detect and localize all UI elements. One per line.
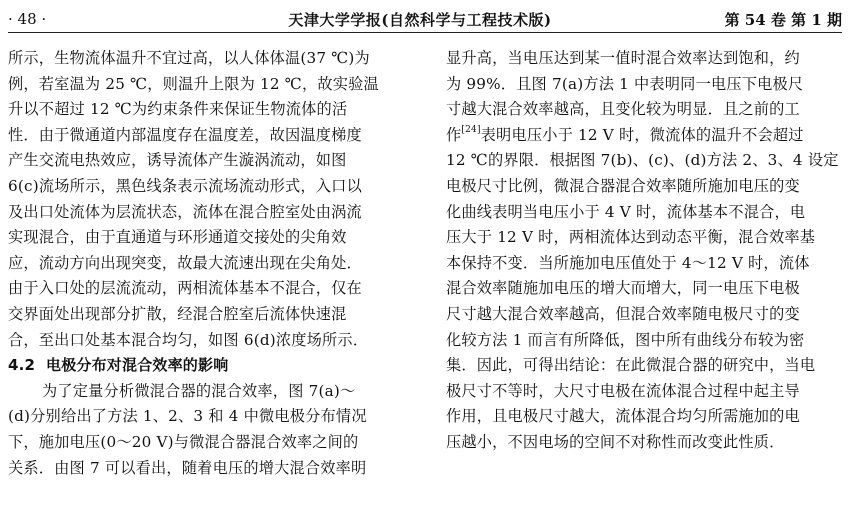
text-line: 显升高，当电压达到某一值时混合效率达到饱和，约: [446, 49, 800, 67]
text-line: 关系．由图 7 可以看出，随着电压的增大混合效率明: [8, 458, 367, 477]
left-column: [8, 46, 416, 481]
citation-line: [446, 123, 842, 149]
text-line: (d)分别给出了方法 1、2、3 和 4 中微电极分布情况: [8, 407, 367, 426]
reference-citation[interactable]: [24]: [461, 124, 481, 135]
text-line: 作用，且电极尺寸越大，流体混合均匀所需施加的电: [446, 407, 800, 426]
text-line: 性．由于微通道内部温度存在温度差，故因温度梯度: [8, 125, 362, 144]
text-line: 升以不超过 12 ℃为约束条件来保证生物流体的活: [8, 100, 348, 119]
text-line: 由于入口处的层流流动，两相流体基本不混合，仅在: [8, 279, 362, 298]
text-line: 应，流动方向出现突变，故最大流速出现在尖角处．: [8, 253, 362, 272]
page-header: [8, 6, 842, 33]
text-line: 交界面处出现部分扩散，经混合腔室后流体快速混: [8, 304, 347, 323]
text-line: 尺寸越大混合效率越高，但混合效率随电极尺寸的变: [446, 304, 800, 323]
text-line: 化较方法 1 而言有所降低，图中所有曲线分布较为密: [446, 330, 805, 349]
citation-rest: 表明电压小于 12 V 时，微流体的温升不会超过: [480, 125, 804, 144]
section-heading: [8, 353, 416, 379]
citation-prefix: 作: [446, 125, 462, 144]
text-line: 合，至出口处基本混合均匀，如图 6(d)浓度场所示．: [8, 330, 369, 349]
text-line: 本保持不变．当所施加电压值处于 4～12 V 时，流体: [446, 253, 810, 272]
text-line: 电极尺寸比例，微混合器混合效率随所施加电压的变: [446, 176, 800, 195]
journal-title: 天津大学学报(自然科学与工程技术版): [288, 10, 552, 29]
text-line: 下，施加电压(0～20 V)与微混合器混合效率之间的: [8, 432, 359, 451]
section-title: 电极分布对混合效率的影响: [46, 356, 229, 375]
text-line: 压越小，不因电场的空间不对称性而改变此性质．: [446, 432, 785, 451]
text-line: 集．因此，可得出结论：在此微混合器的研究中，当电: [446, 356, 816, 375]
text-line: 产生交流电热效应，诱导流体产生漩涡流动，如图: [8, 151, 347, 170]
text-line: 极尺寸不等时，大尺寸电极在流体混合过程中起主导: [446, 381, 800, 400]
text-line: 实现混合，由于直通道与环形通道交接处的尖角效: [8, 228, 347, 247]
page-number: · 48 ·: [8, 10, 47, 28]
right-column: [446, 46, 842, 456]
section-number: 4.2: [8, 356, 36, 375]
volume-issue: 第 54 卷 第 1 期: [724, 10, 842, 29]
text-line: 所示，生物流体温升不宜过高，以人体体温(37 ℃)为: [8, 49, 370, 67]
text-line: 6(c)流场所示，黑色线条表示流场流动形式，入口以: [8, 176, 362, 195]
text-line: 寸越大混合效率越高，且变化较为明显．且之前的工: [446, 100, 800, 119]
text-line: 压大于 12 V 时，两相流体达到动态平衡，混合效率基: [446, 228, 816, 247]
text-line: 例，若室温为 25 ℃，则温升上限为 12 ℃，故实验温: [8, 74, 379, 93]
text-line: 12 ℃的界限．根据图 7(b)、(c)、(d)方法 2、3、4 设定: [446, 151, 839, 170]
text-line: 及出口处流体为层流状态，流体在混合腔室处由涡流: [8, 202, 362, 221]
text-line: 混合效率随施加电压的增大而增大，同一电压下电极: [446, 279, 800, 298]
text-line: 为了定量分析微混合器的混合效率，图 7(a)～: [42, 381, 356, 400]
text-line: 为 99%．且图 7(a)方法 1 中表明同一电压下电极尺: [446, 74, 804, 93]
text-line: 化曲线表明当电压小于 4 V 时，流体基本不混合，电: [446, 202, 806, 221]
